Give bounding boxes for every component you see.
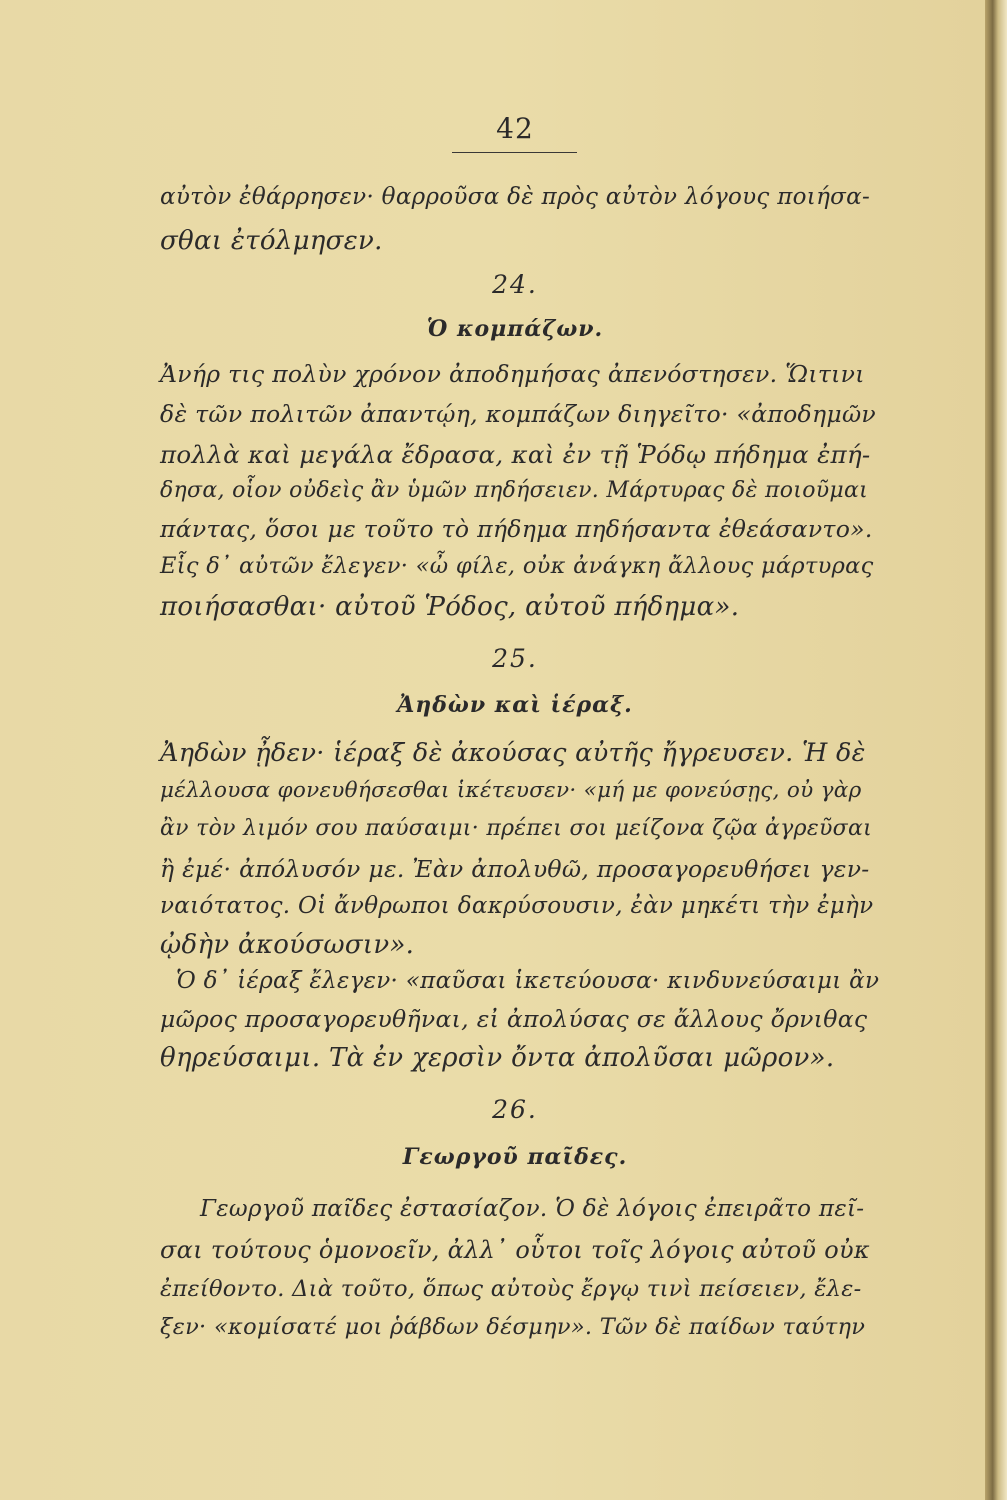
fable-25-title: Ἀηδὼν καὶ ἱέραξ. [397, 692, 633, 718]
page-number: 42 [496, 112, 534, 145]
text-line: ξεν· «κομίσατέ μοι ῥάβδων δέσμην». Τῶν δὲ παίδων ταύτην [160, 1314, 866, 1340]
text-line: Ὁ δ᾽ ἱέραξ ἔλεγεν· «παῦσαι ἱκετεύουσα· κινδυνεύσαιμι ἂν [176, 968, 880, 994]
text-line: σαι τούτους ὁμονοεῖν, ἀλλ᾽ οὗτοι τοῖς λόγοις αὐτοῦ οὐκ [160, 1236, 870, 1264]
fable-25-number: 25. [492, 644, 538, 673]
text-line: θηρεύσαιμι. Τὰ ἐν χερσὶν ὄντα ἀπολῦσαι μῶρον». [160, 1043, 835, 1073]
text-line: δὲ τῶν πολιτῶν ἀπαντῴη, κομπάζων διηγεῖτο· «ἀποδημῶν [160, 400, 877, 428]
text-line: ναιότατος. Οἱ ἄνθρωποι δακρύσουσιν, ἐὰν μηκέτι τὴν ἐμὴν [160, 893, 874, 919]
text-line: αὐτὸν ἐθάρρησεν· θαρροῦσα δὲ πρὸς αὐτὸν λόγους ποιήσα- [160, 184, 871, 210]
text-line: σθαι ἐτόλμησεν. [160, 226, 383, 256]
text-line: ποιήσασθαι· αὐτοῦ Ῥόδος, αὐτοῦ πήδημα». [160, 592, 740, 622]
header-rule [452, 152, 577, 153]
fable-24-title: Ὁ κομπάζων. [426, 316, 604, 342]
text-line: μέλλουσα φονευθήσεσθαι ἱκέτευσεν· «μή με φονεύσῃς, οὐ γὰρ [160, 778, 862, 803]
page-edge [985, 0, 1007, 1500]
text-line: πολλὰ καὶ μεγάλα ἔδρασα, καὶ ἐν τῇ Ῥόδῳ πήδημα ἐπή- [160, 440, 871, 469]
text-line: ἂν τὸν λιμόν σου παύσαιμι· πρέπει σοι μείζονα ζῷα ἀγρεῦσαι [160, 816, 873, 841]
fable-26-title: Γεωργοῦ παῖδες. [402, 1144, 628, 1170]
text-line: Γεωργοῦ παῖδες ἐστασίαζον. Ὁ δὲ λόγοις ἐπειρᾶτο πεῖ- [200, 1196, 865, 1222]
text-line: μῶρος προσαγορευθῆναι, εἰ ἀπολύσας σε ἄλλους ὄρνιθας [160, 1005, 868, 1033]
fable-26-number: 26. [492, 1095, 538, 1124]
text-line: Εἷς δ᾽ αὐτῶν ἔλεγεν· «ὦ φίλε, οὐκ ἀνάγκη ἄλλους μάρτυρας [160, 553, 874, 579]
text-line: ἢ ἐμέ· ἀπόλυσόν με. Ἐὰν ἀπολυθῶ, προσαγορευθήσει γεν- [160, 855, 870, 883]
text-line: ᾠδὴν ἀκούσωσιν». [160, 930, 415, 960]
fable-24-number: 24. [492, 270, 538, 299]
text-line: Ἀηδὼν ᾖδεν· ἱέραξ δὲ ἀκούσας αὐτῆς ἤγρευσεν. Ἡ δὲ [160, 738, 866, 768]
text-line: ἐπείθοντο. Διὰ τοῦτο, ὅπως αὐτοὺς ἔργῳ τινὶ πείσειεν, ἔλε- [160, 1276, 862, 1302]
text-line: δησα, οἷον οὐδεὶς ἂν ὑμῶν πηδήσειεν. Μάρτυρας δὲ ποιοῦμαι [160, 478, 869, 503]
text-line: Ἀνήρ τις πολὺν χρόνον ἀποδημήσας ἀπενόστησεν. Ὥιτινι [160, 360, 865, 388]
text-line: πάντας, ὅσοι με τοῦτο τὸ πήδημα πηδήσαντα ἐθεάσαντο». [160, 515, 873, 543]
